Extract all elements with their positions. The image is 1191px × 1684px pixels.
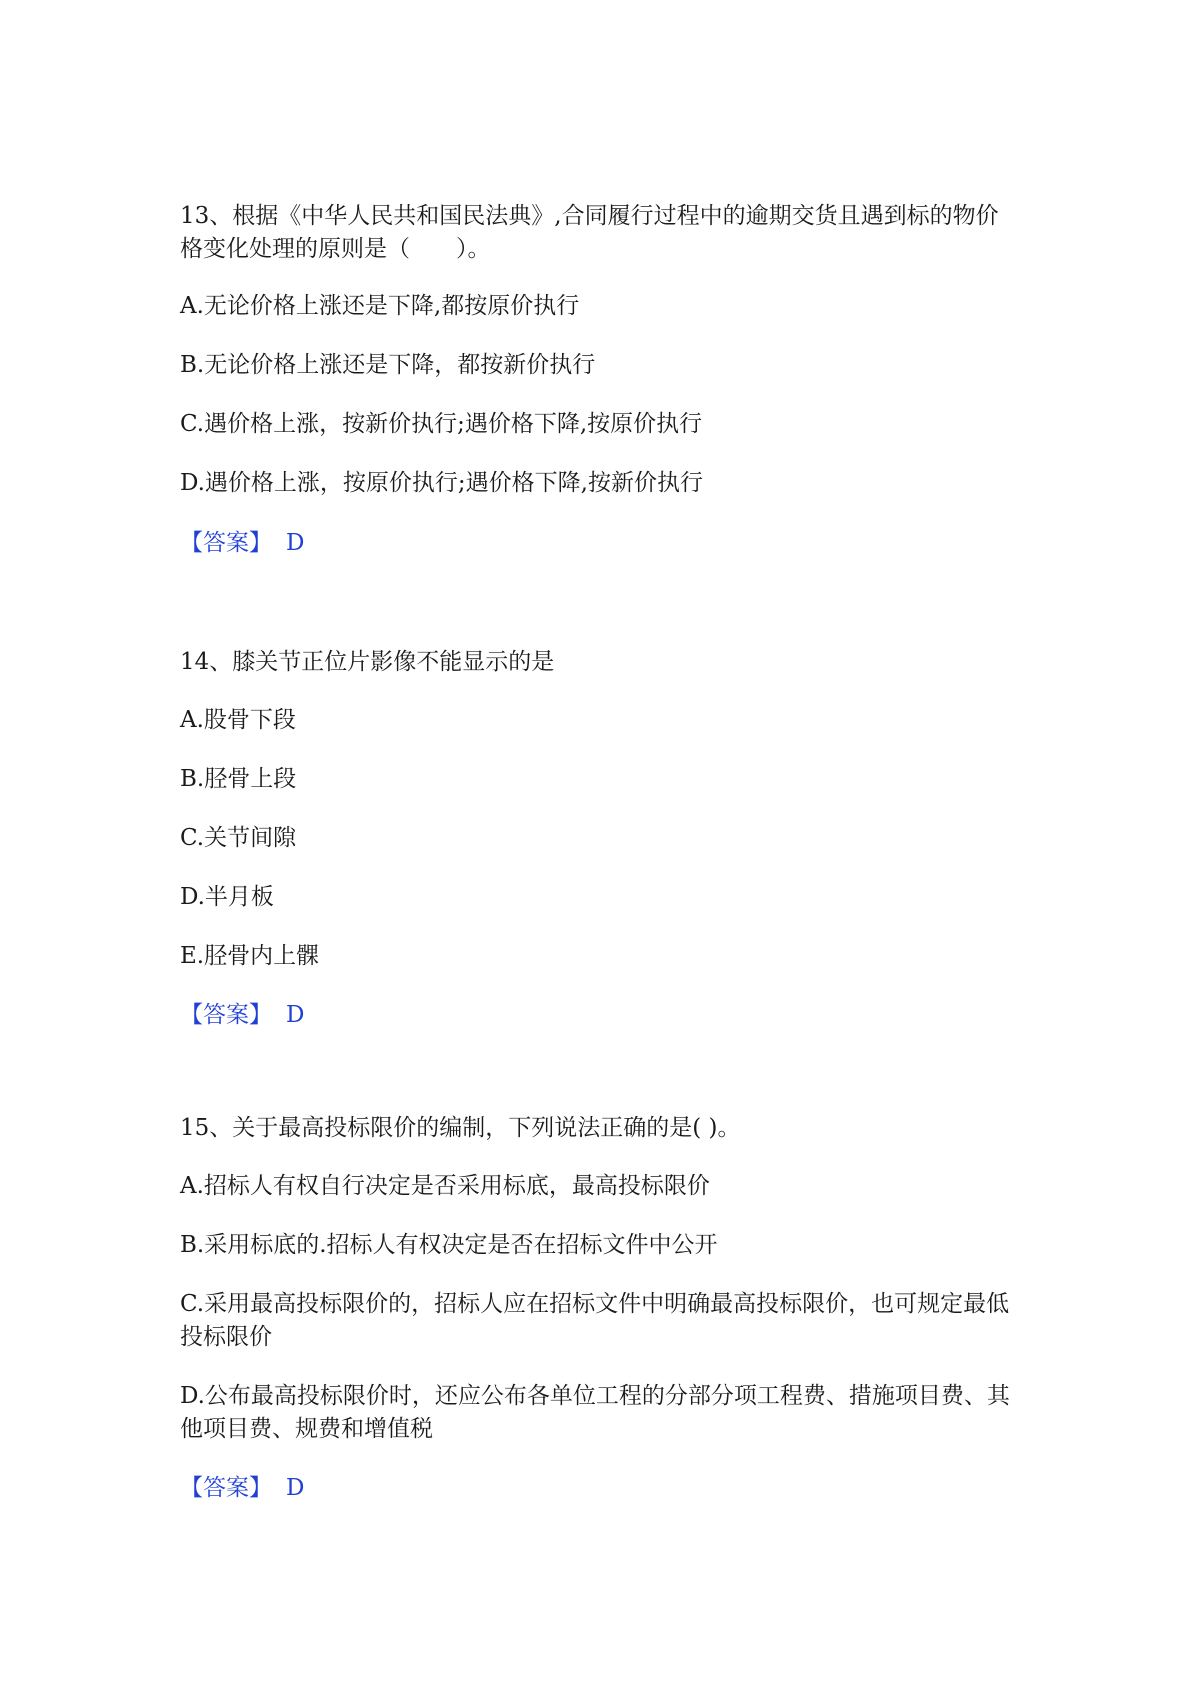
option-c: C.关节间隙 bbox=[180, 825, 297, 851]
option-a: A.无论价格上涨还是下降,都按原价执行 bbox=[180, 293, 580, 319]
answer-value: D bbox=[286, 530, 305, 556]
answer-label: 【答案】 bbox=[180, 1475, 272, 1501]
option-a: A.招标人有权自行决定是否采用标底，最高投标限价 bbox=[180, 1173, 710, 1199]
option-c: C.遇价格上涨，按新价执行;遇价格下降,按原价执行 bbox=[180, 411, 703, 437]
option-a: A.股骨下段 bbox=[180, 707, 296, 733]
answer-value: D bbox=[286, 1475, 305, 1501]
question-stem: 13、根据《中华人民共和国民法典》,合同履行过程中的逾期交货且遇到标的物价格变化处理的原则是（ ）。 bbox=[180, 203, 999, 262]
answer-line bbox=[180, 999, 1020, 1032]
option-d: D.半月板 bbox=[180, 884, 274, 910]
question-14 bbox=[180, 646, 1020, 1032]
question-stem: 14、膝关节正位片影像不能显示的是 bbox=[180, 649, 555, 675]
answer-label: 【答案】 bbox=[180, 530, 272, 556]
question-13 bbox=[180, 200, 1020, 560]
option-b: B.采用标底的.招标人有权决定是否在招标文件中公开 bbox=[180, 1232, 718, 1258]
option-b: B.胫骨上段 bbox=[180, 766, 297, 792]
option-e: E.胫骨内上髁 bbox=[180, 943, 320, 969]
answer-label: 【答案】 bbox=[180, 1002, 272, 1028]
question-stem: 15、关于最高投标限价的编制，下列说法正确的是( )。 bbox=[180, 1115, 741, 1141]
answer-value: D bbox=[286, 1002, 305, 1028]
option-b: B.无论价格上涨还是下降，都按新价执行 bbox=[180, 352, 596, 378]
question-15 bbox=[180, 1112, 1020, 1505]
option-d: D.遇价格上涨，按原价执行;遇价格下降,按新价执行 bbox=[180, 470, 703, 496]
answer-line bbox=[180, 527, 1020, 560]
answer-line bbox=[180, 1472, 1020, 1505]
option-d: D.公布最高投标限价时，还应公布各单位工程的分部分项工程费、措施项目费、其他项目费、规费和增值税 bbox=[180, 1383, 1010, 1442]
option-c: C.采用最高投标限价的，招标人应在招标文件中明确最高投标限价，也可规定最低投标限价 bbox=[180, 1291, 1010, 1350]
